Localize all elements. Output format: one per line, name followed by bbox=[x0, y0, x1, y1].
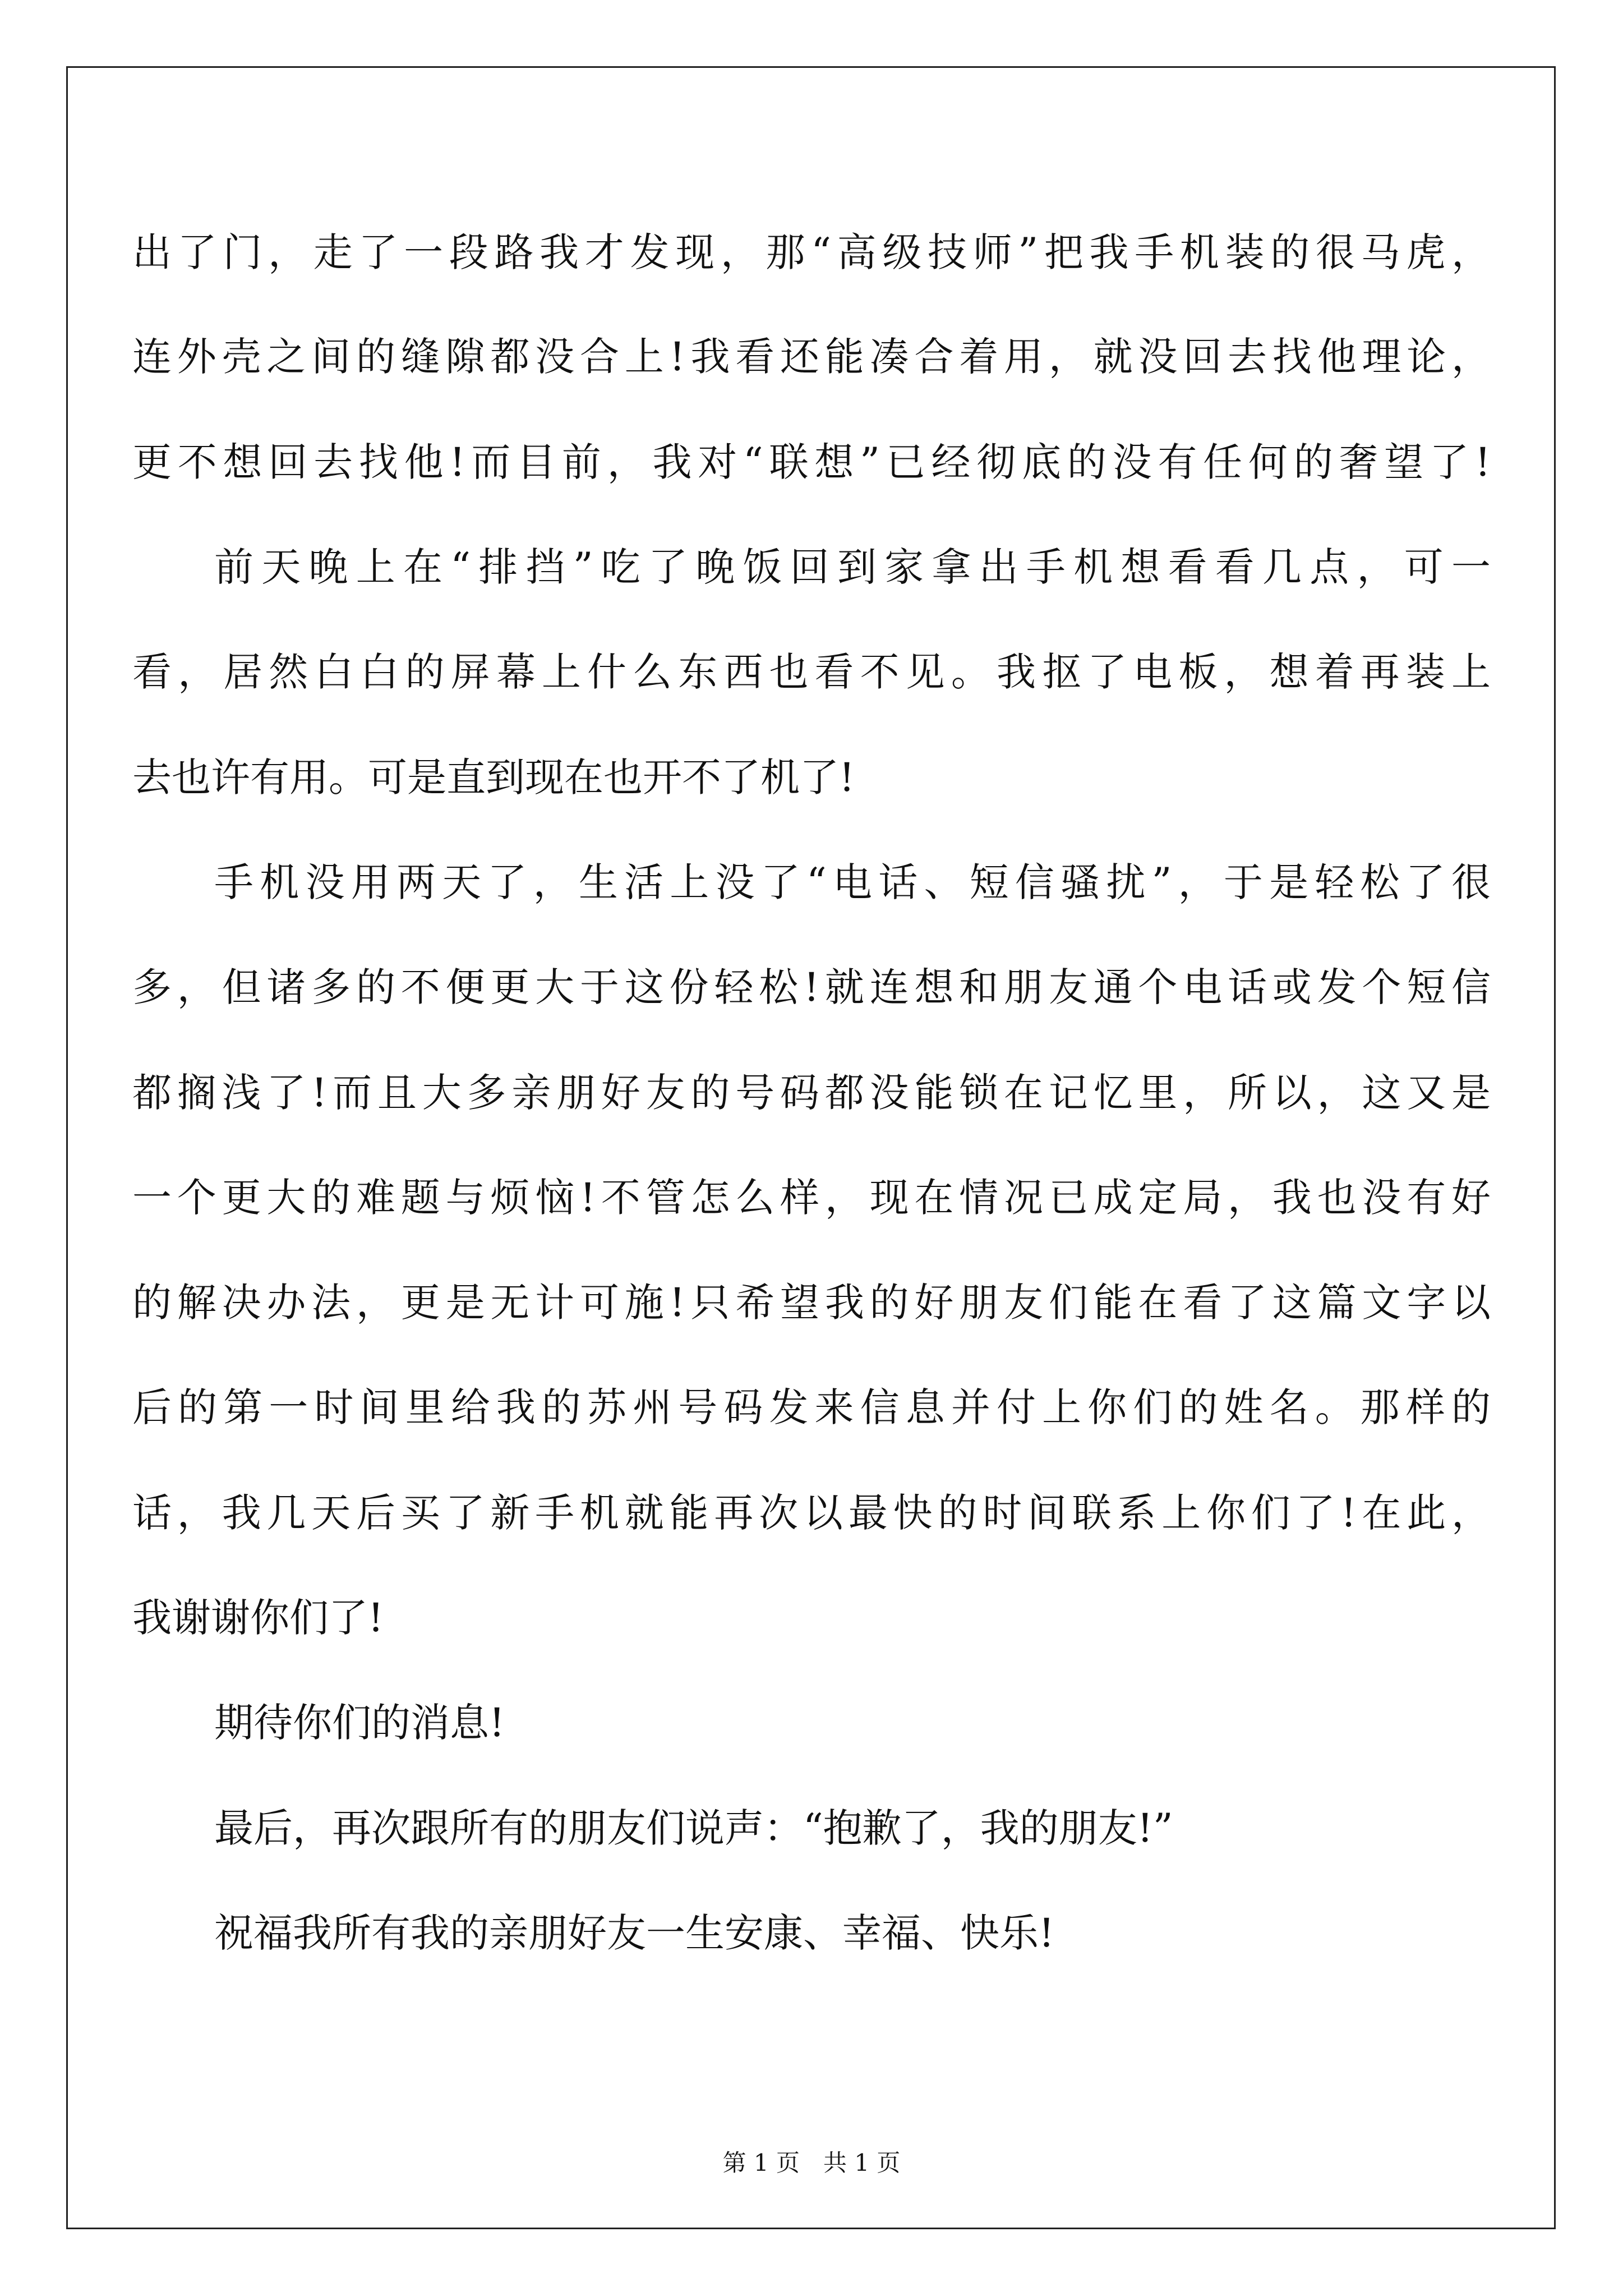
text-line: 的解决办法，更是无计可施!只希望我的好朋友们能在看了这篇文字以 bbox=[132, 1280, 1491, 1326]
text-line: 更不想回去找他!而目前，我对“联想”已经彻底的没有任何的奢望了! bbox=[132, 439, 1491, 485]
text-line: 多，但诸多的不便更大于这份轻松!就连想和朋友通个电话或发个短信 bbox=[132, 964, 1491, 1010]
paragraph-last-line: 去也许有用。可是直到现在也开不了机了! bbox=[132, 754, 855, 800]
paragraph-line: 祝福我所有我的亲朋好友一生安康、幸福、快乐! bbox=[214, 1910, 1055, 1956]
text-line: 后的第一时间里给我的苏州号码发来信息并付上你们的姓名。那样的 bbox=[132, 1384, 1491, 1430]
text-line: 都搁浅了!而且大多亲朋好友的号码都没能锁在记忆里，所以，这又是 bbox=[132, 1070, 1491, 1116]
text-line: 看，居然白白的屏幕上什么东西也看不见。我抠了电板，想着再装上 bbox=[132, 649, 1491, 695]
paragraph-last-line: 我谢谢你们了! bbox=[132, 1595, 384, 1641]
paragraph-first-line: 前天晚上在“排挡”吃了晚饭回到家拿出手机想看看几点，可一 bbox=[214, 544, 1491, 590]
paragraph-line: 最后，再次跟所有的朋友们说声：“抱歉了，我的朋友!” bbox=[214, 1805, 1173, 1851]
page-number-footer: 第 1 页 共 1 页 bbox=[722, 2149, 901, 2177]
text-line: 一个更大的难题与烦恼!不管怎么样，现在情况已成定局，我也没有好 bbox=[132, 1175, 1491, 1221]
text-line: 话，我几天后买了新手机就能再次以最快的时间联系上你们了!在此， bbox=[132, 1490, 1491, 1536]
text-line: 出了门，走了一段路我才发现，那“高级技师”把我手机装的很马虎， bbox=[132, 229, 1491, 275]
paragraph-line: 期待你们的消息! bbox=[214, 1700, 505, 1746]
text-line: 连外壳之间的缝隙都没合上!我看还能凑合着用，就没回去找他理论， bbox=[132, 334, 1491, 380]
paragraph-first-line: 手机没用两天了，生活上没了“电话、短信骚扰”，于是轻松了很 bbox=[214, 859, 1491, 905]
